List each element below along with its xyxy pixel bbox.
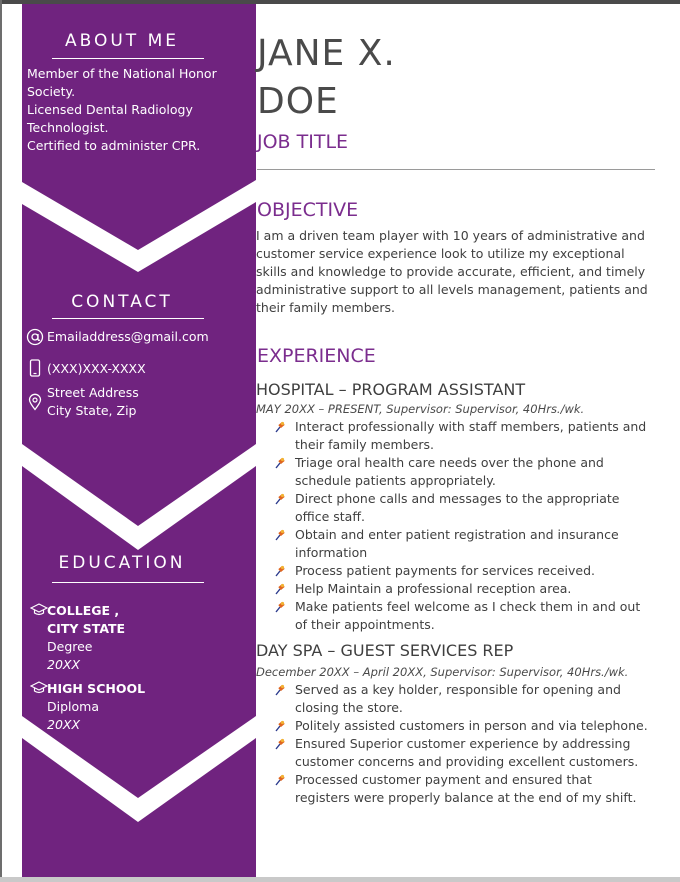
bullet-line: closing the store.: [295, 700, 403, 715]
pushpin-icon: [274, 683, 286, 695]
bullet-line: Direct phone calls and messages to the appropriate: [295, 491, 620, 506]
bullet-line: customer concerns and providing excellent customers.: [295, 754, 639, 769]
page-bottom-border: [0, 877, 680, 882]
contact-email[interactable]: Emailaddress@gmail.com: [47, 329, 209, 344]
address-city: City State, Zip: [47, 403, 137, 418]
location-pin-icon: [26, 393, 44, 411]
job-2-subtitle: December 20XX – April 20XX, Supervisor: Supervisor, 40Hrs./wk.: [256, 665, 629, 679]
education-rule: [52, 582, 204, 583]
pushpin-icon: [274, 528, 286, 540]
college-location: CITY STATE: [47, 621, 126, 636]
objective-heading: OBJECTIVE: [257, 199, 359, 221]
pushpin-icon: [274, 492, 286, 504]
bullet-line: Interact professionally with staff members, patients and: [295, 419, 647, 434]
graduation-cap-icon: [30, 679, 48, 697]
objective-text: [256, 227, 656, 317]
name-line-1: JANE X.: [257, 33, 396, 74]
objective-line: I am a driven team player with 10 years of administrative and: [256, 228, 645, 243]
pushpin-icon: [274, 456, 286, 468]
list-item: [274, 771, 664, 807]
bullet-line: Served as a key holder, responsible for opening and: [295, 682, 621, 697]
contact-heading: CONTACT: [71, 292, 173, 312]
experience-heading: EXPERIENCE: [257, 345, 376, 367]
college-name: COLLEGE ,: [47, 603, 120, 618]
list-item: [274, 598, 664, 634]
list-item: [274, 418, 664, 454]
highschool-degree: Diploma: [47, 699, 99, 714]
bullet-line: information: [295, 545, 368, 560]
bullet-line: Processed customer payment and ensured that: [295, 772, 592, 787]
pushpin-icon: [274, 582, 286, 594]
bullet-line: Help Maintain a professional reception area.: [295, 581, 572, 596]
graduation-cap-icon: [30, 601, 48, 619]
bullet-line: Obtain and enter patient registration and insurance: [295, 527, 619, 542]
header-divider: [257, 169, 655, 170]
pushpin-icon: [274, 737, 286, 749]
bullet-line: their family members.: [295, 437, 434, 452]
pushpin-icon: [274, 564, 286, 576]
about-rule: [52, 58, 204, 59]
pushpin-icon: [274, 719, 286, 731]
pushpin-icon: [274, 420, 286, 432]
bullet-line: registers were properly balance at the end of my shift.: [295, 790, 637, 805]
at-icon: [26, 328, 44, 346]
job-title: JOB TITLE: [257, 131, 349, 153]
list-item: [274, 580, 664, 598]
phone-icon: [26, 359, 44, 377]
list-item: [274, 735, 664, 771]
highschool-year: 20XX: [47, 717, 81, 732]
pushpin-icon: [274, 600, 286, 612]
job-1-bullets: [274, 418, 664, 634]
job-2-title: DAY SPA – GUEST SERVICES REP: [256, 641, 514, 660]
list-item: [274, 490, 664, 526]
about-line: Member of the National Honor: [27, 66, 217, 81]
contact-phone: (XXX)XXX-XXXX: [47, 361, 146, 376]
about-line: Technologist.: [27, 120, 109, 135]
list-item: [274, 526, 664, 562]
bullet-line: Make patients feel welcome as I check them in and out: [295, 599, 641, 614]
address-street: Street Address: [47, 385, 139, 400]
page-left-border: [0, 0, 2, 882]
objective-line: their family members.: [256, 300, 395, 315]
highschool-name: HIGH SCHOOL: [47, 681, 146, 696]
job-1-title: HOSPITAL – PROGRAM ASSISTANT: [256, 380, 526, 399]
list-item: [274, 681, 664, 717]
about-heading: ABOUT ME: [64, 31, 179, 51]
sidebar: [22, 4, 256, 877]
list-item: [274, 717, 664, 735]
about-line: Licensed Dental Radiology: [27, 102, 193, 117]
pushpin-icon: [274, 773, 286, 785]
name-line-2: DOE: [257, 81, 339, 122]
bullet-line: office staff.: [295, 509, 365, 524]
bullet-line: Triage oral health care needs over the phone and: [295, 455, 604, 470]
bullet-line: schedule patients appropriately.: [295, 473, 496, 488]
bullet-line: Process patient payments for services received.: [295, 563, 596, 578]
objective-line: administrative support to all levels management, patients and: [256, 282, 648, 297]
bullet-line: Ensured Superior customer experience by addressing: [295, 736, 631, 751]
contact-address: [47, 384, 139, 420]
college-block: [47, 602, 125, 674]
job-2-bullets: [274, 681, 664, 807]
about-text: [27, 65, 217, 155]
about-line: Society.: [27, 84, 76, 99]
bullet-line: of their appointments.: [295, 617, 435, 632]
list-item: [274, 454, 664, 490]
job-1-subtitle: MAY 20XX – PRESENT, Supervisor: Supervisor, 40Hrs./wk.: [256, 402, 585, 416]
about-line: Certified to administer CPR.: [27, 138, 201, 153]
college-degree: Degree: [47, 639, 93, 654]
highschool-block: [47, 680, 145, 734]
education-heading: EDUCATION: [58, 553, 186, 573]
contact-rule: [52, 318, 204, 319]
college-year: 20XX: [47, 657, 81, 672]
objective-line: customer service experience look to utilize my exceptional: [256, 246, 625, 261]
bullet-line: Politely assisted customers in person and via telephone.: [295, 718, 648, 733]
objective-line: skills and knowledge to provide accurate, efficient, and timely: [256, 264, 646, 279]
list-item: [274, 562, 664, 580]
